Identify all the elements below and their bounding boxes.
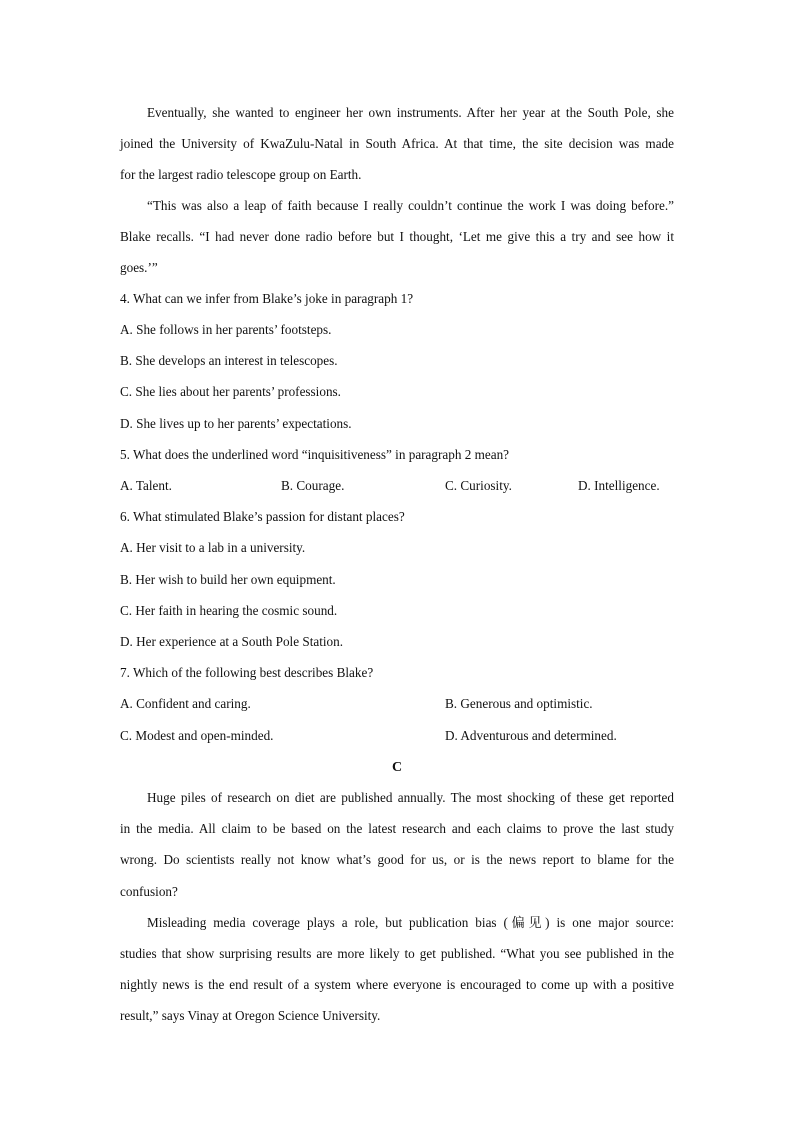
passage-line: result,” says Vinay at Oregon Science University. xyxy=(120,1008,381,1023)
question-stem: 4. What can we infer from Blake’s joke in paragraph 1? xyxy=(120,291,414,306)
passage-line: Eventually, she wanted to engineer her own instruments. After her year at the South Pole, she xyxy=(147,105,674,120)
answer-option: A. Confident and caring. xyxy=(120,696,251,711)
answer-option: D. Intelligence. xyxy=(578,478,660,493)
answer-option: B. Generous and optimistic. xyxy=(445,696,593,711)
answer-option: D. Adventurous and determined. xyxy=(445,728,617,743)
answer-option: C. She lies about her parents’ professions. xyxy=(120,384,341,399)
options-row xyxy=(120,478,680,494)
answer-option: C. Her faith in hearing the cosmic sound. xyxy=(120,603,338,618)
answer-option: B. She develops an interest in telescopes. xyxy=(120,353,338,368)
passage-line: in the media. All claim to be based on the latest research and each claims to prove the last study xyxy=(120,821,674,836)
answer-option: B. Her wish to build her own equipment. xyxy=(120,572,336,587)
section-title: C xyxy=(391,760,403,775)
passage-line: joined the University of KwaZulu-Natal in South Africa. At that time, the site decision was made xyxy=(120,136,674,151)
question-stem: 7. Which of the following best describes Blake? xyxy=(120,665,374,680)
answer-option: A. She follows in her parents’ footsteps. xyxy=(120,322,332,337)
passage-line: for the largest radio telescope group on Earth. xyxy=(120,167,362,182)
answer-option: A. Talent. xyxy=(120,478,172,493)
question-stem: 5. What does the underlined word “inquisitiveness” in paragraph 2 mean? xyxy=(120,447,510,462)
answer-option: B. Courage. xyxy=(281,478,345,493)
passage-line: goes.’” xyxy=(120,260,158,275)
passage-line: Misleading media coverage plays a role, but publication bias (偏见) is one major source: xyxy=(147,915,674,930)
answer-option: D. Her experience at a South Pole Station. xyxy=(120,634,344,649)
answer-option: A. Her visit to a lab in a university. xyxy=(120,540,306,555)
passage-line: “This was also a leap of faith because I really couldn’t continue the work I was doing before.” xyxy=(147,198,674,213)
options-row xyxy=(120,728,680,744)
answer-option: D. She lives up to her parents’ expectations. xyxy=(120,416,352,431)
options-row xyxy=(120,696,680,712)
question-stem: 6. What stimulated Blake’s passion for distant places? xyxy=(120,509,405,524)
passage-line: Huge piles of research on diet are published annually. The most shocking of these get reported xyxy=(147,790,674,805)
passage-line: Blake recalls. “I had never done radio before but I thought, ‘Let me give this a try and see how it xyxy=(120,229,674,244)
answer-option: C. Modest and open-minded. xyxy=(120,728,274,743)
passage-line: studies that show surprising results are more likely to get published. “What you see published in the xyxy=(120,946,674,961)
passage-line: wrong. Do scientists really not know what’s good for us, or is the news report to blame for the xyxy=(120,852,674,867)
passage-line: confusion? xyxy=(120,884,178,899)
answer-option: C. Curiosity. xyxy=(445,478,512,493)
passage-line: nightly news is the end result of a system where everyone is encouraged to come up with a positive xyxy=(120,977,674,992)
